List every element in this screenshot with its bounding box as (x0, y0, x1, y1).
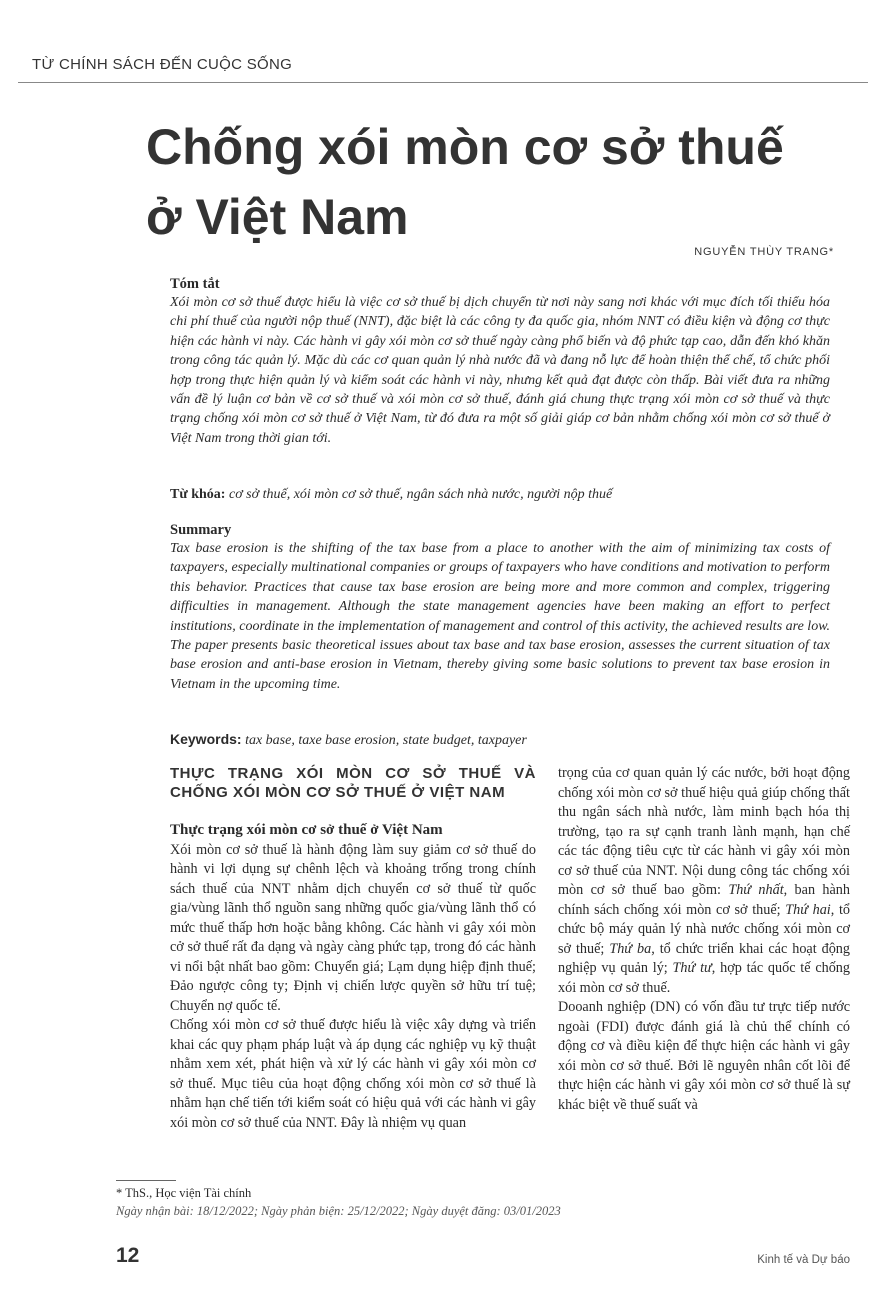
footnote-divider (116, 1180, 176, 1181)
body-column-left (170, 764, 536, 1133)
keywords-label: Keywords: (170, 731, 242, 747)
journal-name: Kinh tế và Dự báo (757, 1254, 850, 1266)
abstract-english (170, 522, 830, 694)
keywords-english (170, 731, 830, 749)
abstract-vietnamese (170, 276, 830, 448)
paragraph (558, 764, 850, 998)
keywords-vietnamese (170, 487, 830, 503)
footnote (116, 1184, 561, 1220)
text: , hợp tác quốc tế chống xói mòn cơ sở thuế. (558, 960, 850, 996)
text: , ban hành chính sách chống xói mòn cơ sở thuế; (558, 882, 850, 918)
emphasis: Thứ nhất (728, 882, 784, 898)
title-line-2: ở Việt Nam (146, 189, 409, 245)
emphasis: Thứ tư (672, 960, 712, 976)
summary-text: Tax base erosion is the shifting of the tax base from a place to another with the aim of minimizing tax costs of taxpayers, especially multinational companies or groups of taxpayers who have conditions and motivation to perform this behavior. Practices that cause tax base erosion are being more and more common and complex, triggering difficulties in management. Although the state management agencies have been making an effort to perfect institutions, coordinate in the implementation of management and control of this activity, the achieved results are low. The paper presents basic theoretical issues about tax base and tax base erosion, assesses the current situation of tax base erosion and anti-base erosion in Vietnam, thereby giving some basic solutions to prevent tax base erosion in Vietnam in the upcoming time. (170, 541, 830, 692)
text: trọng của cơ quan quản lý các nước, bởi hoạt động chống xói mòn cơ sở thuế hiệu quả giúp chống thất thu ngân sách nhà nước, làm minh bạch hóa thị trường, tạo ra sự cạnh tranh lành mạnh, hạn chế các tác động tiêu cực từ các hành vi gây xói mòn cơ sở thuế của NNT. Nội dung công tác chống xói mòn cơ sở thuế bao gồm: (558, 765, 850, 898)
paragraph: Chống xói mòn cơ sở thuế được hiểu là việc xây dựng và triển khai các quy phạm pháp luật và áp dụng các nghiệp vụ kỹ thuật nhằm xem xét, phát hiện và xử lý các hành vi gây xói mòn cơ sở thuế. Mục tiêu của hoạt động chống xói mòn cơ sở thuế là nhằm hạn chế tiến tới kiểm soát có hiệu quả với các hành vi gây xói mòn cơ sở thuế của NNT. Đây là nhiệm vụ quan (170, 1017, 536, 1131)
text: , tổ chức triển khai các hoạt động nghiệp vụ quản lý; (558, 940, 850, 976)
text: , tổ chức bộ máy quản lý nhà nước chống xói mòn cơ sở thuế; (558, 901, 850, 957)
author: NGUYỄN THÙY TRANG* (694, 246, 834, 258)
section-heading: THỰC TRẠNG XÓI MÒN CƠ SỞ THUẾ VÀ CHỐNG XÓI MÒN CƠ SỞ THUẾ Ở VIỆT NAM (170, 765, 536, 801)
subsection-heading: Thực trạng xói mòn cơ sở thuế ở Việt Nam (170, 822, 443, 838)
keywords-text: tax base, taxe base erosion, state budget, taxpayer (241, 733, 527, 748)
paragraph: Dooanh nghiệp (DN) có vốn đầu tư trực tiếp nước ngoài (FDI) được đánh giá là chủ thể chính có động cơ và điều kiện để thực hiện các hành vi gây xói mòn cơ sở thuế. Bởi lẽ nguyên nhân cốt lõi để thực hiện các hành vi gây xói mòn cơ sở thuế là sự khác biệt về thuế suất và (558, 999, 850, 1113)
title-line-1: Chống xói mòn cơ sở thuế (146, 119, 784, 175)
article-title (146, 112, 784, 252)
abstract-heading: Tóm tắt (170, 276, 220, 292)
author-affiliation: * ThS., Học viện Tài chính (116, 1186, 252, 1200)
header-divider (18, 82, 868, 83)
emphasis: Thứ ba (609, 940, 652, 957)
summary-heading: Summary (170, 522, 232, 538)
keywords-text: cơ sở thuế, xói mòn cơ sở thuế, ngân sách nhà nước, người nộp thuế (225, 487, 613, 502)
emphasis: Thứ hai (785, 901, 831, 918)
paragraph: Xói mòn cơ sở thuế là hành động làm suy giảm cơ sở thuế do hành vi lợi dụng sự chênh lệch và khoảng trống trong chính sách thuế của NNT nhằm dịch chuyển cơ sở thuế từ quốc gia/vùng lãnh thổ nguồn sang những quốc gia/vùng lãnh thổ có mức thuế thấp hơn hoặc bằng không. Các hành vi gây xói mòn cở sở thuế rất đa dạng và ngày càng phức tạp, trong đó các hành vi nổi bật nhất bao gồm: Chuyển giá; Lạm dụng hiệp định thuế; Đảo ngược công ty; Định vị chiến lược quyền sở hữu trí tuệ; Chuyển nợ quốc tế. (170, 841, 536, 1014)
page-number: 12 (116, 1244, 140, 1267)
abstract-text: Xói mòn cơ sở thuế được hiểu là việc cơ sở thuế bị dịch chuyển từ nơi này sang nơi khác với mục đích tối thiểu hóa chi phí thuế của người nộp thuế (NNT), đặc biệt là các công ty đa quốc gia, nhóm NNT có điều kiện và động cơ thực hiện các hành vi này. Các hành vi gây xói mòn cơ sở thuế ngày càng phổ biến và độ phức tạp cao, dẫn đến khó khăn trong công tác quản lý. Mặc dù các cơ quan quản lý nhà nước đã và đang nỗ lực để hoàn thiện thể chế, tổ chức phối hợp trong thực hiện quản lý và kiểm soát các hành vi này, nhưng kết quả đạt được còn thấp. Bài viết đưa ra những vấn đề lý luận cơ bản về cơ sở thuế và xói mòn cơ sở thuế, đánh giá chung thực trạng xói mòn cơ sở thuế và thực trạng chống xói mòn cơ sở thuế ở Việt Nam, từ đó đưa ra một số giải giáp cơ bản nhằm chống xói mòn cơ sở thuế ở Việt Nam trong thời gian tới. (170, 295, 830, 446)
section-rubric: TỪ CHÍNH SÁCH ĐẾN CUỘC SỐNG (32, 56, 293, 73)
body-column-right (558, 764, 850, 1115)
submission-dates: Ngày nhận bài: 18/12/2022; Ngày phản biện: 25/12/2022; Ngày duyệt đăng: 03/01/2023 (116, 1204, 561, 1218)
keywords-label: Từ khóa: (170, 487, 226, 502)
